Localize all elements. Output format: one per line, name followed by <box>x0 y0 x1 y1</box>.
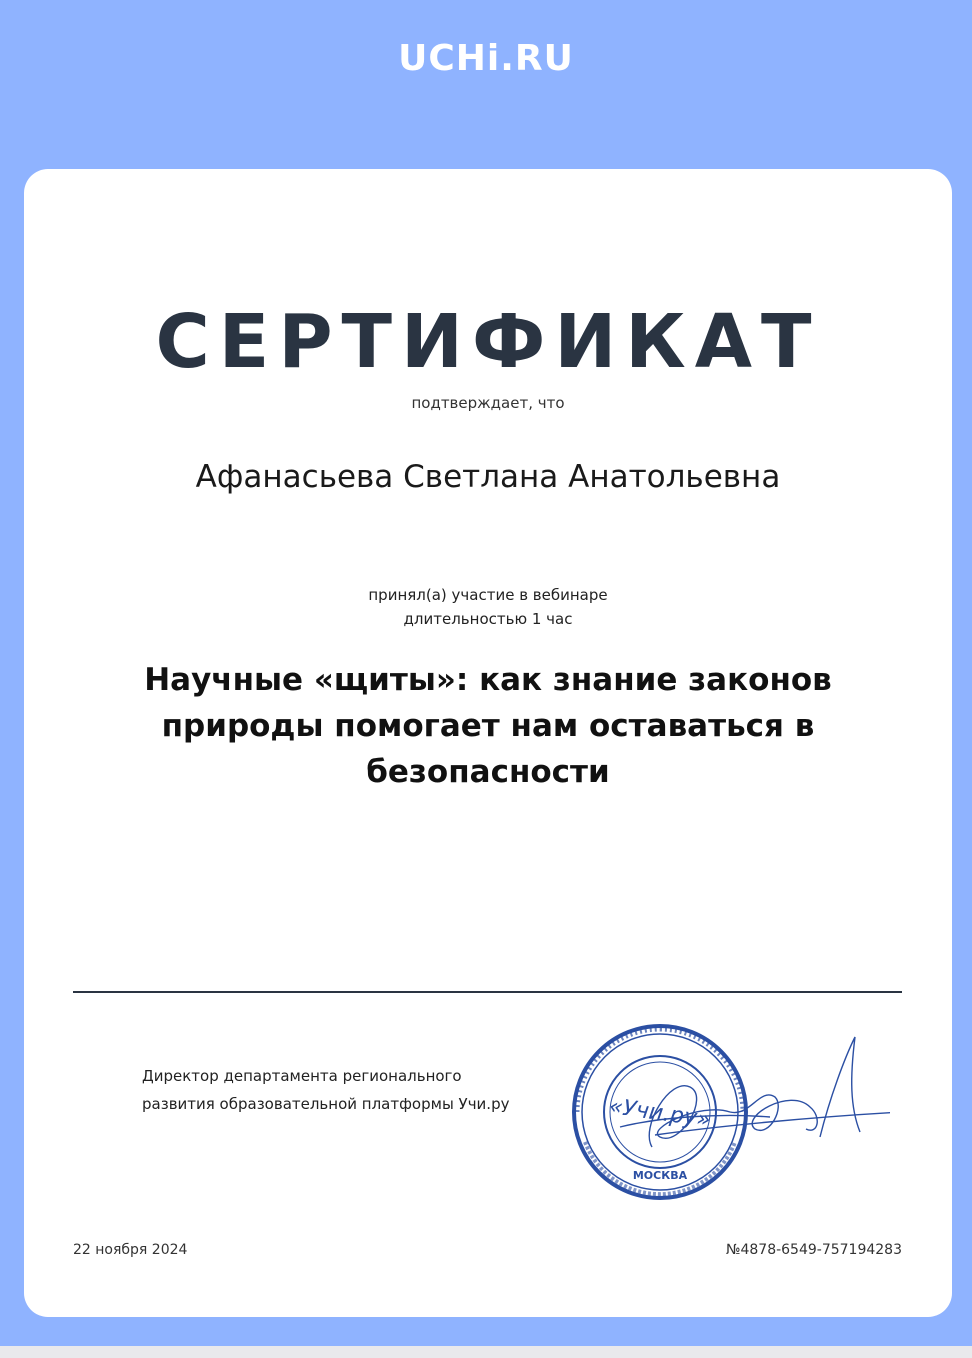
divider <box>73 991 902 993</box>
webinar-title: Научные «щиты»: как знание законов природы помогает нам оставаться в безопасности <box>144 662 832 790</box>
signature-icon <box>620 1037 890 1147</box>
uchi-ru-logo: UCHi.RU <box>398 38 574 79</box>
stamp-bottom-text: МОСКВА <box>632 1169 688 1182</box>
participation-line-2: длительностью 1 час <box>403 610 573 628</box>
certificate-card <box>24 169 952 1317</box>
signer-line-1: Директор департамента регионального <box>142 1067 462 1085</box>
recipient-name: Афанасьева Светлана Анатольевна <box>195 459 781 495</box>
certificate-number: №4878-6549-757194283 <box>725 1242 902 1258</box>
bottom-strip <box>0 1346 972 1358</box>
signer-line-2: развития образовательной платформы Учи.ру <box>142 1095 510 1113</box>
confirms-text: подтверждает, что <box>411 394 565 412</box>
participation-text <box>24 583 952 631</box>
participation-line-1: принял(а) участие в вебинаре <box>368 586 608 604</box>
issue-date: 22 ноября 2024 <box>73 1242 188 1258</box>
stamp-center-text: «Учи.ру» <box>607 1094 712 1133</box>
stamp-and-signature <box>560 1017 890 1207</box>
certificate-title: СЕРТИФИКАТ <box>155 299 821 385</box>
signer-position <box>142 1062 562 1118</box>
stamp-icon <box>560 1017 890 1207</box>
